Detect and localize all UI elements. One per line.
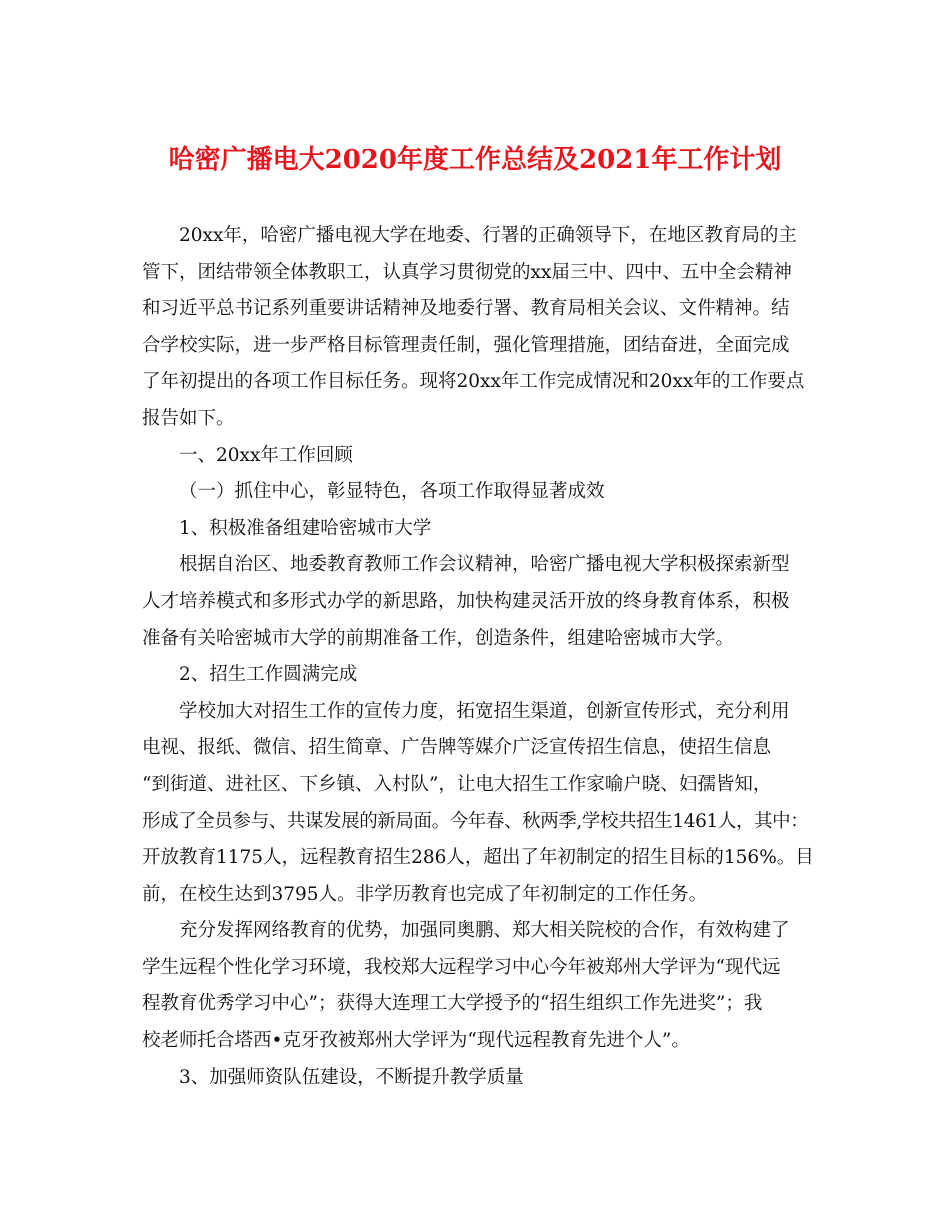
paragraph-line: 准备有关哈密城市大学的前期准备工作，创造条件，组建哈密城市大学。 <box>142 627 735 649</box>
document-title: 哈密广播电大2020年度工作总结及2021年工作计划 <box>168 145 782 175</box>
item-heading: 3、加强师资队伍建设，不断提升教学质量 <box>179 1066 524 1088</box>
paragraph-line: 20xx年，哈密广播电视大学在地委、行署的正确领导下，在地区教育局的主 <box>179 225 797 246</box>
paragraph-line: 管下，团结带领全体教职工，认真学习贯彻党的xx届三中、四中、五中全会精神 <box>142 261 792 283</box>
paragraph-line: 前，在校生达到3795人。非学历教育也完成了年初制定的工作任务。 <box>142 883 708 905</box>
paragraph-line: 电视、报纸、微信、招生简章、广告牌等媒介广泛宣传招生信息，使招生信息 <box>142 737 772 759</box>
section-heading: 一、20xx年工作回顾 <box>179 444 353 466</box>
paragraph-line: 学校加大对招生工作的宣传力度，拓宽招生渠道，创新宣传形式，充分利用 <box>179 700 790 722</box>
paragraph-line: 了年初提出的各项工作目标任务。现将20xx年工作完成情况和20xx年的工作要点 <box>142 371 805 393</box>
document-body <box>142 218 814 1096</box>
paragraph-line: 充分发挥网络教育的优势，加强同奥鹏、郑大相关院校的合作，有效构建了 <box>179 920 790 942</box>
paragraph-line: 学生远程个性化学习环境，我校郑大远程学习中心今年被郑州大学评为“现代远 <box>142 956 781 978</box>
paragraph-line: 根据自治区、地委教育教师工作会议精神，哈密广播电视大学积极探索新型 <box>179 554 790 576</box>
paragraph-line: 合学校实际，进一步严格目标管理责任制，强化管理措施，团结奋进，全面完成 <box>142 334 790 356</box>
paragraph-line: 报告如下。 <box>142 407 235 429</box>
paragraph-line: “到街道、进社区、下乡镇、入村队”，让电大招生工作家喻户晓、妇孺皆知， <box>142 773 772 795</box>
paragraph-line: 校老师托合塔西•克牙孜被郑州大学评为“现代远程教育先进个人”。 <box>142 1030 690 1052</box>
paragraph-line: 程教育优秀学习中心”；获得大连理工大学授予的“招生组织工作先进奖”；我 <box>142 993 763 1015</box>
paragraph-line: 开放教育1175人，远程教育招生286人，超出了年初制定的招生目标的156%。目 <box>142 847 814 869</box>
paragraph-line: 和习近平总书记系列重要讲话精神及地委行署、教育局相关会议、文件精神。结 <box>142 298 790 320</box>
paragraph-line: 形成了全员参与、共谋发展的新局面。今年春、秋两季,学校共招生1461人，其中： <box>142 810 809 832</box>
paragraph-line: 人才培养模式和多形式办学的新思路，加快构建灵活开放的终身教育体系，积极 <box>142 590 790 612</box>
item-heading: 1、积极准备组建哈密城市大学 <box>179 517 432 539</box>
subsection-heading: （一）抓住中心，彰显特色，各项工作取得显著成效 <box>179 481 605 503</box>
item-heading: 2、招生工作圆满完成 <box>179 664 358 686</box>
